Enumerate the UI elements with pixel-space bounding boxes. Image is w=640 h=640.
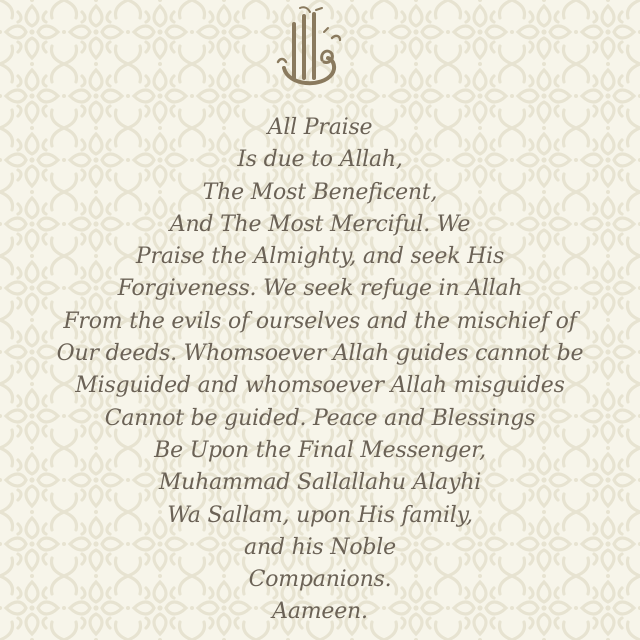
verse-line: Our deeds. Whomsoever Allah guides cannot be: [56, 341, 584, 367]
verse-line: The Most Beneficent,: [202, 179, 438, 205]
verse-line: Cannot be guided. Peace and Blessings: [104, 405, 536, 431]
verse-line: Muhammad Sallallahu Alayhi: [158, 470, 482, 496]
verse-line: Is due to Allah,: [237, 147, 403, 173]
verse-line: Wa Sallam, upon His family,: [167, 502, 473, 528]
verse-line: Aameen.: [272, 599, 368, 625]
dua-text: [20, 112, 620, 629]
verse-line: And The Most Merciful. We: [169, 211, 471, 237]
verse-line: Misguided and whomsoever Allah misguides: [75, 373, 565, 399]
verse-line: Be Upon the Final Messenger,: [154, 437, 486, 463]
verse-line: All Praise: [267, 115, 373, 140]
verse-line: From the evils of ourselves and the mischief of: [63, 308, 577, 334]
allah-calligraphy-icon: [270, 4, 346, 96]
verse-line: Companions.: [248, 567, 392, 593]
verse-line: and his Noble: [244, 534, 396, 560]
verse-line: Praise the Almighty, and seek His: [135, 244, 505, 270]
verse-line: Forgiveness. We seek refuge in Allah: [117, 276, 523, 302]
